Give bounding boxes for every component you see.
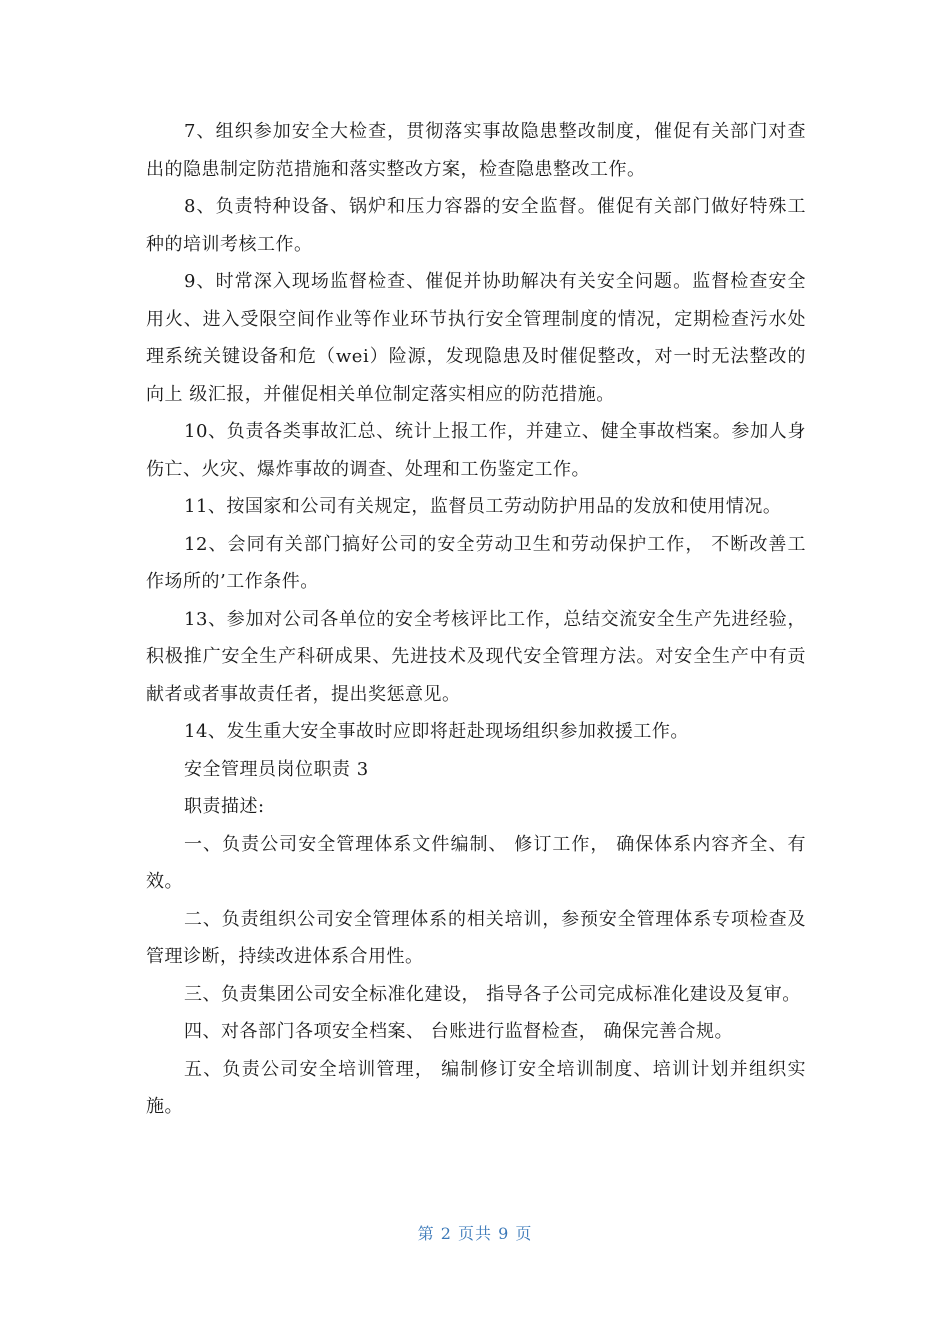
page-number-footer: 第 2 页共 9 页 [417,1224,533,1243]
section-heading: 安全管理员岗位职责 3 [184,758,369,780]
paragraph-13: 13、参加对公司各单位的安全考核评比工作，总结交流安全生产先进经验，积极推广安全生产科研成果、先进技术及现代安全管理方法。对安全生产中有贡献者或者事故责任者，提出奖惩意见。 [146,608,806,705]
duty-item-2: 二、负责组织公司安全管理体系的相关培训，参预安全管理体系专项检查及管理诊断，持续改进体系合用性。 [146,908,806,967]
duty-item-1: 一、负责公司安全管理体系文件编制、 修订工作， 确保体系内容齐全、有效。 [146,833,806,892]
paragraph-12: 12、会同有关部门搞好公司的安全劳动卫生和劳动保护工作， 不断改善工作场所的’工作条件。 [146,533,806,592]
duty-item-3: 三、负责集团公司安全标准化建设， 指导各子公司完成标准化建设及复审。 [184,983,801,1005]
paragraph-14: 14、发生重大安全事故时应即将赶赴现场组织参加救援工作。 [184,721,689,742]
duties-label: 职责描述: [184,796,265,817]
duty-item-5: 五、负责公司安全培训管理， 编制修订安全培训制度、培训计划并组织实施。 [146,1058,806,1117]
paragraph-9: 9、时常深入现场监督检查、催促并协助解决有关安全问题。监督检查安全用火、进入受限空间作业等作业环节执行安全管理制度的情况，定期检查污水处理系统关键设备和危（wei）险源，发现隐患及时催促整改，对一时无法整改的向上 级汇报，并催促相关单位制定落实相应的防范措施。 [146,271,806,405]
document-body [146,113,806,1126]
paragraph-10: 10、负责各类事故汇总、统计上报工作，并建立、健全事故档案。参加人身伤亡、火灾、爆炸事故的调查、处理和工伤鉴定工作。 [146,421,806,480]
duty-item-4: 四、对各部门各项安全档案、 台账进行监督检查， 确保完善合规。 [184,1021,733,1042]
paragraph-11: 11、按国家和公司有关规定，监督员工劳动防护用品的发放和使用情况。 [184,496,782,517]
paragraph-8: 8、负责特种设备、锅炉和压力容器的安全监督。催促有关部门做好特殊工种的培训考核工作。 [146,196,806,255]
paragraph-7: 7、组织参加安全大检查，贯彻落实事故隐患整改制度，催促有关部门对查出的隐患制定防范措施和落实整改方案，检查隐患整改工作。 [146,121,806,180]
